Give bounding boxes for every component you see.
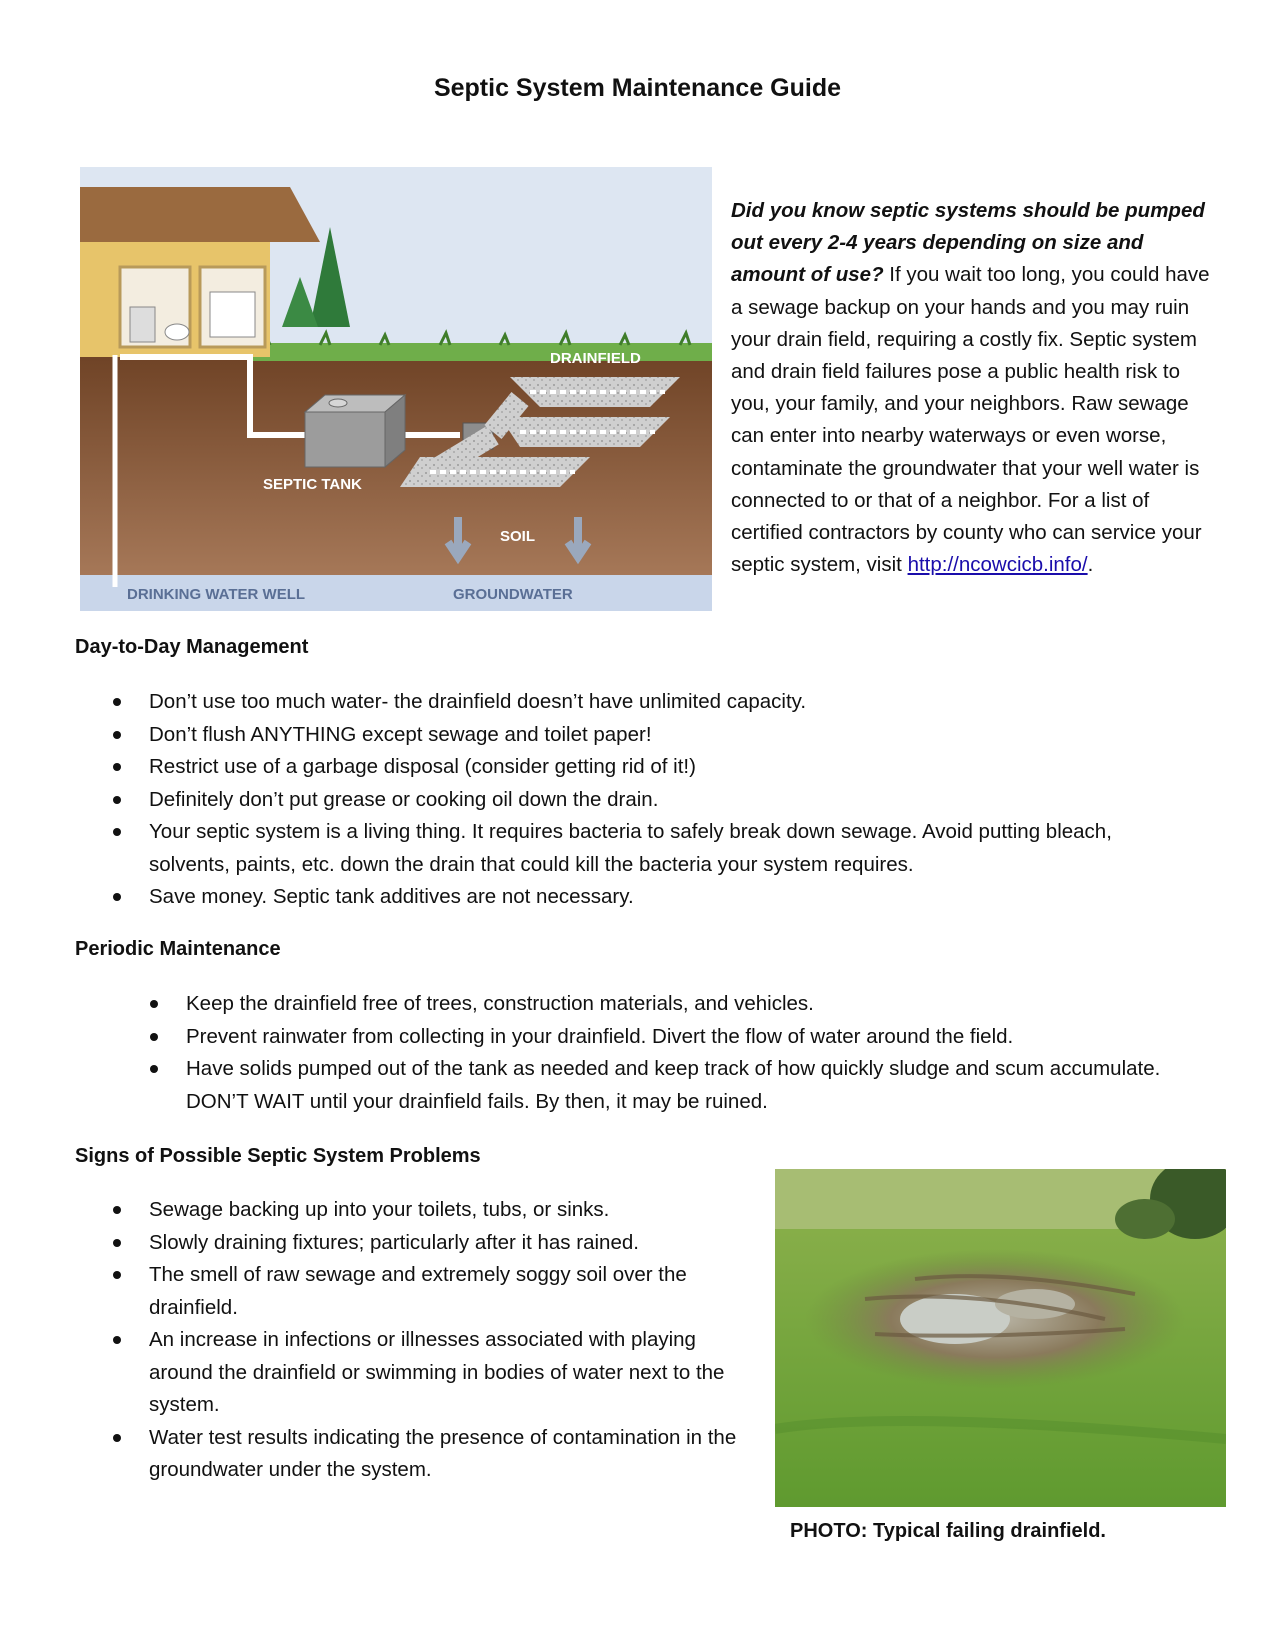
day-to-day-heading: Day-to-Day Management <box>75 636 309 658</box>
page-title: Septic System Maintenance Guide <box>433 74 842 102</box>
list-item: Your septic system is a living thing. It requires bacteria to safely break down sewage. Avoid putting bleach, solvents, paints, etc. down the drain that could kill the bacteria your system requires. <box>149 816 1149 881</box>
list-item: An increase in infections or illnesses associated with playing around the drainfield or swimming in bodies of water next to the system. <box>149 1324 749 1422</box>
signs-heading: Signs of Possible Septic System Problems <box>75 1145 481 1167</box>
list-item: The smell of raw sewage and extremely soggy soil over the drainfield. <box>149 1259 749 1324</box>
periodic-list <box>186 988 1186 1118</box>
bullet-icon <box>113 796 121 804</box>
bullet-icon <box>113 731 121 739</box>
periodic-heading: Periodic Maintenance <box>75 938 281 960</box>
list-item: Sewage backing up into your toilets, tubs, or sinks. <box>149 1194 749 1227</box>
intro-body: If you wait too long, you could have a sewage backup on your hands and you may ruin your drain field, requiring a costly fix. Septic system and drain field failures pose a public health risk to you, your family, and your neighbors. Raw sewage can enter into nearby waterways or even worse, contaminate the groundwater that your well water is connected to or that of a neighbor. For a list of certified contractors by county who can service your septic system, visit <box>731 263 1210 577</box>
bullet-icon <box>113 1271 121 1279</box>
intro-paragraph <box>731 195 1211 581</box>
contractors-link[interactable]: http://ncowcicb.info/ <box>907 553 1088 577</box>
list-item: Slowly draining fixtures; particularly after it has rained. <box>149 1227 749 1260</box>
bullet-icon <box>113 763 121 771</box>
diagram-label-drinking-water-well: DRINKING WATER WELL <box>127 586 306 603</box>
bullet-icon <box>150 1033 158 1041</box>
septic-system-diagram <box>80 167 712 611</box>
list-item: Restrict use of a garbage disposal (consider getting rid of it!) <box>149 751 1149 784</box>
list-item: Save money. Septic tank additives are not necessary. <box>149 881 1149 914</box>
failing-drainfield-photo <box>775 1169 1226 1507</box>
diagram-label-soil: SOIL <box>500 528 536 545</box>
list-item: Water test results indicating the presence of contamination in the groundwater under the system. <box>149 1422 749 1487</box>
diagram-label-drainfield: DRAINFIELD <box>550 350 641 367</box>
diagram-label-septic-tank: SEPTIC TANK <box>263 476 362 493</box>
bullet-icon <box>113 1206 121 1214</box>
signs-list <box>149 1194 749 1487</box>
list-item: Prevent rainwater from collecting in your drainfield. Divert the flow of water around the field. <box>186 1021 1186 1054</box>
bullet-icon <box>113 893 121 901</box>
intro-lead: Did you know septic systems should be pumped out every 2-4 years depending on size and amount of use? <box>731 199 1205 287</box>
list-item: Have solids pumped out of the tank as needed and keep track of how quickly sludge and scum accumulate. DON’T WAIT until your drainfield fails. By then, it may be ruined. <box>186 1053 1186 1118</box>
bullet-icon <box>150 1000 158 1008</box>
bullet-icon <box>113 698 121 706</box>
bullet-icon <box>113 1434 121 1442</box>
bullet-icon <box>113 828 121 836</box>
day-to-day-list <box>149 686 1149 914</box>
list-item: Don’t use too much water- the drainfield doesn’t have unlimited capacity. <box>149 686 1149 719</box>
diagram-label-groundwater: GROUNDWATER <box>453 586 573 603</box>
bullet-icon <box>113 1239 121 1247</box>
photo-caption: PHOTO: Typical failing drainfield. <box>790 1520 1106 1542</box>
list-item: Definitely don’t put grease or cooking oil down the drain. <box>149 784 1149 817</box>
list-item: Keep the drainfield free of trees, construction materials, and vehicles. <box>186 988 1186 1021</box>
intro-end: . <box>1087 553 1094 577</box>
list-item: Don’t flush ANYTHING except sewage and toilet paper! <box>149 719 1149 752</box>
bullet-icon <box>150 1065 158 1073</box>
bullet-icon <box>113 1336 121 1344</box>
